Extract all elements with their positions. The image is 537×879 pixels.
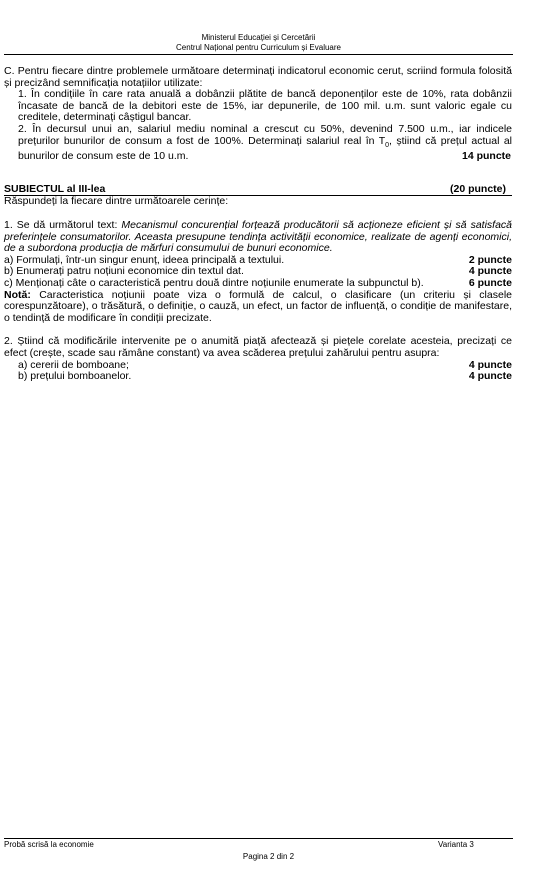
note-text: Caracteristica noțiunii poate viza o formulă de calcul, o clasificare (un criteriu și clasele corespunzătoare), o trăsătură, o definiție, o cauză, un efect, un factor de influență, o condiție de manifestare, o tendință de modificare în condiții precizate. [4,288,512,324]
section-3-points: (20 puncte) [449,182,506,195]
footer-variant: Varianta 3 [438,840,474,849]
item-a-label: a) Formulați, într-un singur enunț, ideea principală a textului. [4,253,285,266]
section-3-title: SUBIECTUL al III-lea [4,182,106,195]
problem-2-text-b: , știind că prețul actual al bunurilor de consum este de 10 u.m. [18,134,512,163]
section-c-problem-1: 1. În condițiile în care rata anuală a dobânzii plătite de bancă deponenților este de 10%, rata dobânzii încasate de bancă de la debitori este de 15%, iar depunerile, de 100 mil. u.m. sunt valoric egale cu creditele, determinați câștigul bancar. [18,88,512,124]
question-1 [4,220,512,255]
question-1-lead: 1. Se dă următorul text: [4,219,122,232]
item-a-points: 2 puncte [468,253,512,266]
page-header [4,33,513,55]
question-2-item-b [4,371,512,383]
item-c-label: c) Menționați câte o caracteristică pentru două dintre noțiunile enumerate la subpunctul b). [4,277,424,289]
header-center: Centrul Național pentru Curriculum și Evaluare [176,43,341,52]
note-label: Notă: [4,288,31,301]
note [4,290,512,325]
footer-divider [4,838,513,839]
q2-item-b-points: 4 puncte [468,370,512,383]
footer-exam-name: Probă scrisă la economie [4,840,94,849]
q2-item-b-label: b) prețului bomboanelor. [18,370,132,383]
header-ministry: Ministerul Educației și Cercetării [201,33,316,42]
section-c-intro: C. Pentru fiecare dintre problemele următoare determinați indicatorul economic cerut, scriind formula folosită și precizând semnificația notațiilor utilizate: [4,65,512,89]
item-c-points: 6 puncte [468,277,512,289]
q2-item-a-points: 4 puncte [468,358,512,371]
question-2: 2. Știind că modificările intervenite pe o anumită piață afectează și piețele corelate acesteia, precizați ce efect (crește, scade sau rămâne constant) va avea scăderea prețului zahărului pentru asupra: [4,335,512,359]
problem-2-text-a: 2. În decursul unui an, salariul mediu nominal a crescut cu 50%, devenind 7.500 u.m., iar indicele prețurilor bunurilor de consum a fost de 100%. Determinați salariul real în T [18,122,512,147]
q2-item-a-label: a) cererii de bomboane; [18,358,129,371]
footer-page-number: Pagina 2 din 2 [242,852,295,861]
item-b-label: b) Enumerați patru noțiuni economice din textul dat. [4,265,244,278]
section-3-instruction: Răspundeți la fiecare dintre următoarele cerințe: [4,195,229,208]
problem-2-subscript: 0 [385,141,390,149]
item-b-points: 4 puncte [468,265,512,278]
page-content [4,66,512,383]
section-c-points: 14 puncte [461,150,511,163]
question-1-quote: Mecanismul concurențial forțează producătorii să acționeze eficient și să satisfacă preferințele consumatorilor. Aceasta presupune tendința activității economice, realizate de agenți economici, de a subordona producția de mărfuri consumului de bunuri economice. [4,219,512,255]
